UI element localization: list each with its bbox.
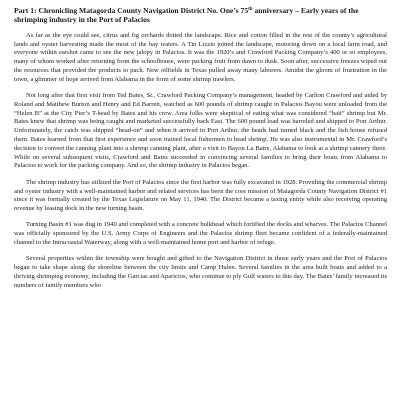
document-title	[14, 6, 387, 25]
paragraph-3: The shrimp industry has utilized the Port of Palacios since the first harbor was fully excavated in 1928. Providing the commercial shrimp and oyster industry with a well-maintained harbor and related services has been the core mission of Matagorda County Navigation District #1 since it was formally created by the Texas Legislature on May 11, 1940. The District became a taxing entity while also receiving operating revenue by leasing dock in the new turning basin.	[14, 178, 387, 213]
paragraph-1: As far as the eye could see, citrus and fig orchards dotted the landscape. Rice and cotton filled in the rest of the county’s agricultural lands and oyster harvesting made the most of the bay waters. A Tin Lizzie joined the landscape, motoring down on a local farm road, and everyone within earshot came to see the new jalopy in Palacios. It was the 1920’s and Crawford Packing Company’s 400 or so employees, many of whom worked after returning from the schoolhouse, were packing fruit from dawn to dusk. Soon after, successive freezes wiped out the resources that provided the products to pack. New oilfields in Texas pulled away many laborers. Amidst the gloom of frustration in the town, a glimmer of hope arrived from Alabama in the form of some shrimp trawlers.	[14, 31, 387, 83]
title-ordinal-suffix: th	[248, 7, 253, 12]
document-page	[14, 6, 387, 400]
title-rest: anniversary – Early years of the shrimping industry in the Port of Palacios	[14, 6, 359, 25]
paragraph-2: Not long after that first visit from Ted Bates, Sr., Crawford Packing Company’s management, headed by Carlton Crawford and aided by Roland and Matthew Burton and Henry and Ed Barrett, watched as 600 pounds of shrimp caught in Palacios Bayou were unloaded from the “Helen B” at the City Pier’s T-head by Bates and his crew. Area folks were skeptical of eating what was considered “bait” shrimp but Mr. Bates knew that shrimp was being caught and marketed successfully back East. The 600 pound load was barreled and shipped to Port Arthur. Unfortunately, the catch was shipped “head-on” and when it arrived in Port Arthur, the heads had turned black and the fish house refused them. Bates learned from that first experience and soon trained local fishermen to head shrimp. He was also instrumental in Mr. Crawford’s decision to convert the canning plant into a shrimp canning plant, after a visit to Bayou La Batre, Alabama to look at a shrimp cannery there. While on several subsequent visits, Crawford and Bates succeeded in convincing several families to bring their boats from Alabama to Palacios to work for the packing company. And so, the shrimp industry in Palacios began.	[14, 92, 387, 170]
title-part: Part 1: Chronicling Matagorda County Navigation District No. One’s 75	[14, 6, 249, 15]
paragraph-4: Turning Basin #1 was dug in 1940 and completed with a concrete bulkhead which fortified the docks and wharves. The Palacios Channel was officially sponsored by the U.S. Army Corps of Engineers and the Palacios shrimp fleet became confident of a federally-maintained channel to the Intracoastal Waterway, along with a well-maintained home port and harbor of refuge.	[14, 221, 387, 247]
paragraph-5: Several properties within the township were bought and gifted to the Navigation District in those early years and the Port of Palacios began to take shape along the shoreline between the city limits and Camp Hulen. Several families in the area built boats and added to a thriving shrimping economy, including the Garcias and Aparicios, who continue to ply Gulf waters to this day. The Bates’ family increased its numbers of family members who	[14, 255, 387, 289]
